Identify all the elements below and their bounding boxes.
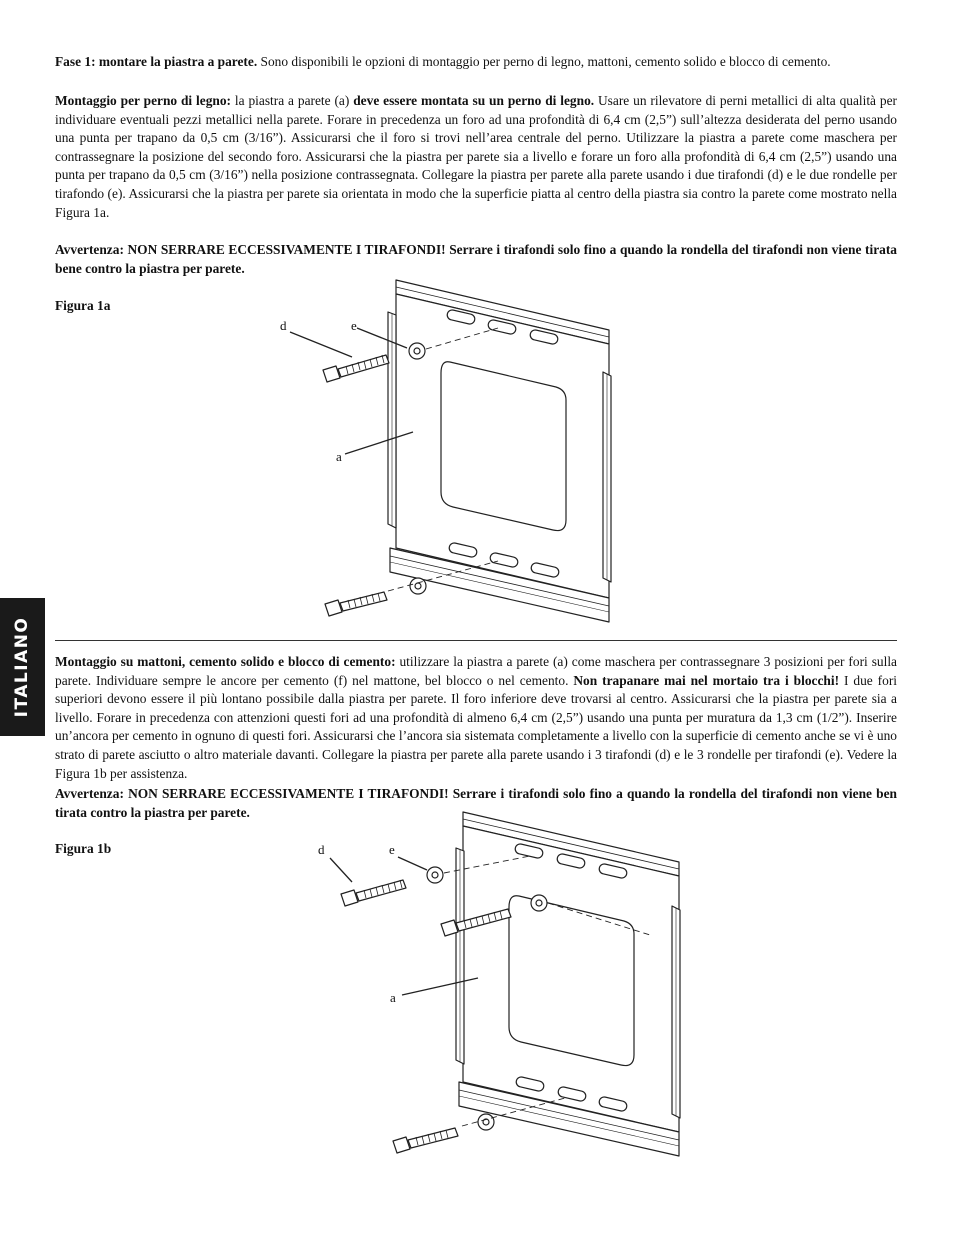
warning-2-text: Avvertenza: NON SERRARE ECCESSIVAMENTE I TIRAFONDI! Serrare i tirafondi solo fino a quando la rondella del tirafondi non viene ben tirata contro la piastra per parete. (55, 786, 897, 820)
fig1b-label-d: d (318, 842, 325, 857)
brick-bold-1: Non trapanare mai nel mortaio tra i blocchi! (573, 672, 840, 688)
fig1a-label-d: d (280, 318, 287, 333)
brick-text-1: utilizzare la piastra a parete (a) come maschera per contrassegnare 3 posizioni per fori sulla parete. Individuare sempre le ancore per cemento (f) nel mattone, bel blocco o nel cemento. (55, 654, 897, 688)
wood-text-1: la piastra a parete (a) (231, 93, 354, 108)
wood-lead: Montaggio per perno di legno: (55, 93, 232, 108)
brick-lead: Montaggio su mattoni, cemento solido e blocco di cemento: (55, 654, 396, 669)
fig1b-label-e: e (389, 842, 395, 857)
language-tab-label: ITALIANO (12, 616, 32, 718)
fig1a-label-a: a (336, 449, 342, 464)
warning-1-text: Avvertenza: NON SERRARE ECCESSIVAMENTE I TIRAFONDI! Serrare i tirafondi solo fino a quando la rondella del tirafondi non viene tirata bene contro la piastra per parete. (55, 242, 897, 276)
fig1b-label-a: a (390, 990, 396, 1005)
wood-bold-1: deve essere montata su un perno di legno. (353, 93, 595, 108)
fig1a-label-e: e (351, 318, 357, 333)
step1-text: Sono disponibili le opzioni di montaggio per perno di legno, mattoni, cemento solido e blocco di cemento. (257, 54, 831, 69)
figure-1b-title: Figura 1b (55, 841, 112, 856)
brick-text-2: I due fori superiori devono essere il più lontano possibile dalla piastra per parete. Il foro inferiore deve trovarsi al centro. Assicurarsi che la piastra per parete sia a livello. Forare in precedenza con attenzioni questi fori ad una profondità di almeno 6,4 cm (2,5”) usando una punta per muratura da 1,3 cm (1/2”). Inserire un’ancora per cemento in ognuno di questi fori. Assicurarsi che l’ancora sia sistemata completamente a livello con la superficie di cemento anche se vi è uno strato di parete asciutto o altro materiale davanti. Collegare la piastra per parete alla parete usando i 3 tirafondi (d) e le 3 rondelle per tirafondi (e). Vedere la Figura 1b per assistenza. (55, 672, 897, 781)
step1-lead: Fase 1: montare la piastra a parete. (55, 54, 258, 69)
wood-text-2: Usare un rilevatore di perni metallici di alta qualità per individuare eventuali pezzi metallici nella parete. Forare in precedenza un foro ad una profondità di 6,4 cm (2,5”) sull’altezza desiderata del perno usando una punta per trapano da 0,5 cm (3/16”). Assicurarsi che il foro si trovi nell’area centrale del perno. Utilizzare la piastra a parete come maschera per contrassegnare la posizione del secondo foro. Assicurarsi che la piastra per parete sia a livello e forare un foro alla profondità di 6,4 cm (2,5”) usando una punta per trapano da 0,5 cm (3/16”) nella posizione contrassegnata. Collegare la piastra per parete alla parete usando i due tirafondi (d) e le due rondelle per tirafondo (e). Assicurarsi che la piastra per parete sia orientata in modo che la superficie piatta al centro della piastra sia contro la parete come mostrato nella Figura 1a. (55, 93, 897, 220)
figure-1a-title: Figura 1a (55, 298, 111, 313)
